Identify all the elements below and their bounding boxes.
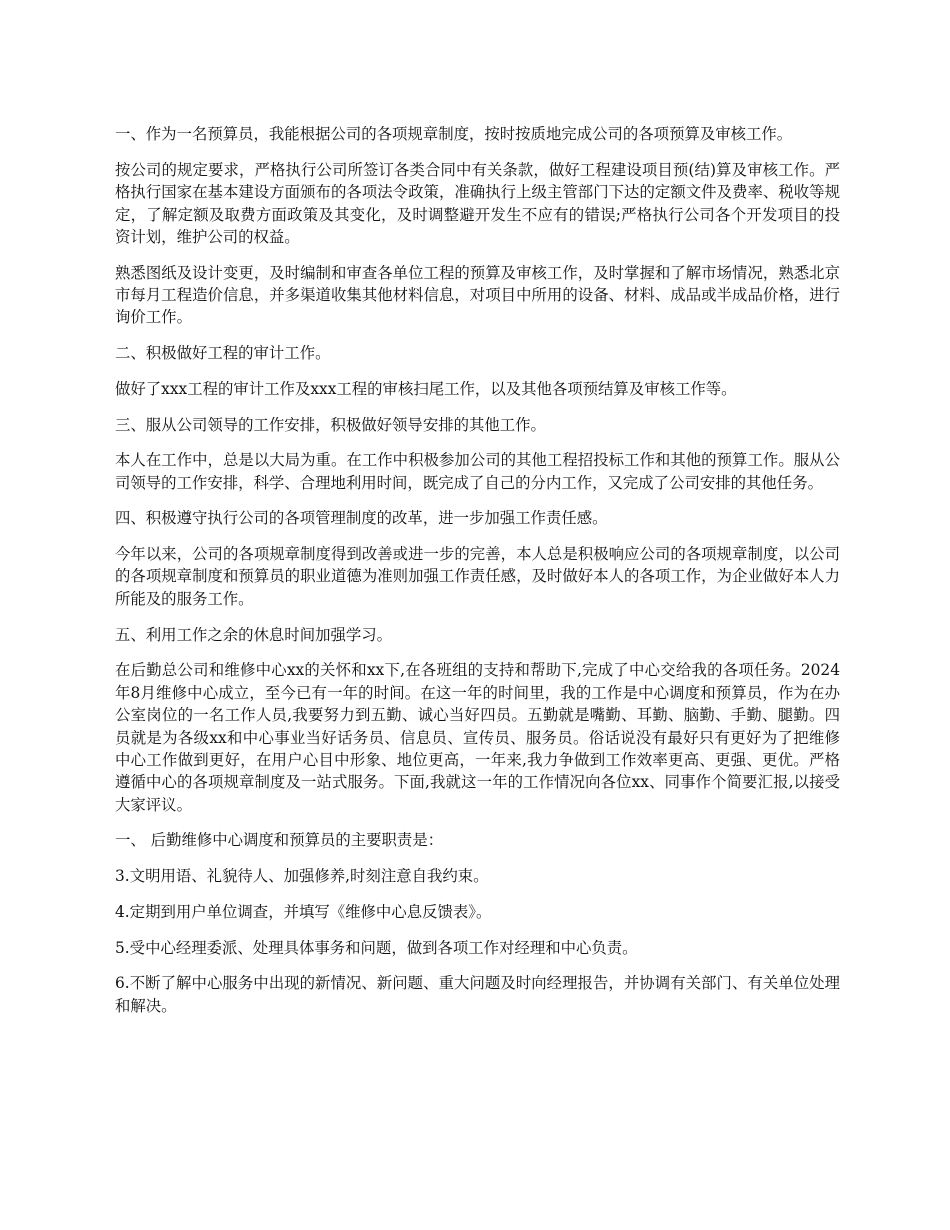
paragraph-audit-work: 做好了xxx工程的审计工作及xxx工程的审核扫尾工作，以及其他各项预结算及审核工作等。	[115, 379, 737, 398]
list-item-duty-5: 5.受中心经理委派、处理具体事务和问题，做到各项工作对经理和中心负责。	[115, 938, 638, 957]
list-item-duty-6: 6.不断了解中心服务中出现的新情况、新问题、重大问题及时向经理报告，并协调有关部门、有关单位处理和解决。	[115, 974, 840, 1015]
document-body	[115, 123, 840, 1030]
paragraph-section-three-heading: 三、服从公司领导的工作安排，积极做好领导安排的其他工作。	[115, 415, 546, 434]
paragraph-section-four-heading: 四、积极遵守执行公司的各项管理制度的改革，进一步加强工作责任感。	[115, 509, 608, 528]
paragraph-maintenance-center-summary: 在后勤总公司和维修中心xx的关怀和xx下,在各班组的支持和帮助下,完成了中心交给我的各项任务。2024年8月维修中心成立，至今已有一年的时间。在这一年的时间里，我的工作是中心调度和预算员，作为在办公室岗位的一名工作人员,我要努力到五勤、诚心当好四员。五勤就是嘴勤、耳勤、脑勤、手勤、腿勤。四员就是为各级xx和中心事业当好话务员、信息员、宣传员、服务员。俗话说没有最好只有更好为了把维修中心工作做到更好，在用户心目中形象、地位更高，一年来,我力争做到工作效率更高、更强、更优。严格遵循中心的各项规章制度及一站式服务。下面,我就这一年的工作情况向各位xx、同事作个简要汇报,以接受大家评议。	[115, 661, 840, 814]
paragraph-duties-heading: 一、 后勤维修中心调度和预算员的主要职责是：	[115, 831, 444, 850]
paragraph-section-two-heading: 二、积极做好工程的审计工作。	[115, 344, 331, 363]
paragraph-section-one-heading: 一、作为一名预算员，我能根据公司的各项规章制度，按时按质地完成公司的各项预算及审核工作。	[115, 125, 793, 143]
paragraph-section-five-heading: 五、利用工作之余的休息时间加强学习。	[115, 625, 393, 644]
paragraph-drawings-and-pricing: 熟悉图纸及设计变更，及时编制和审查各单位工程的预算及审核工作，及时掌握和了解市场情况，熟悉北京市每月工程造价信息，并多渠道收集其他材料信息，对项目中所用的设备、材料、成品或半成品价格，进行询价工作。	[115, 263, 840, 327]
paragraph-other-tasks: 本人在工作中，总是以大局为重。在工作中积极参加公司的其他工程招投标工作和其他的预算工作。服从公司领导的工作安排，科学、合理地利用时间，既完成了自己的分内工作，又完成了公司安排的其他任务。	[115, 451, 840, 492]
paragraph-contract-terms: 按公司的规定要求，严格执行公司所签订各类合同中有关条款，做好工程建设项目预(结)算及审核工作。严格执行国家在基本建设方面颁布的各项法令政策，准确执行上级主管部门下达的定额文件及费率、税收等规定，了解定额及取费方面政策及其变化，及时调整避开发生不应有的错误;严格执行公司各个开发项目的投资计划，维护公司的权益。	[115, 160, 840, 246]
paragraph-responsibility: 今年以来，公司的各项规章制度得到改善或进一步的完善，本人总是积极响应公司的各项规章制度，以公司的各项规章制度和预算员的职业道德为准则加强工作责任感，及时做好本人的各项工作，为企业做好本人力所能及的服务工作。	[115, 545, 840, 608]
list-item-duty-3: 3.文明用语、礼貌待人、加强修养,时刻注意自我约束。	[115, 867, 489, 886]
list-item-duty-4: 4.定期到用户单位调查，并填写《维修中心息反馈表》。	[115, 902, 492, 921]
